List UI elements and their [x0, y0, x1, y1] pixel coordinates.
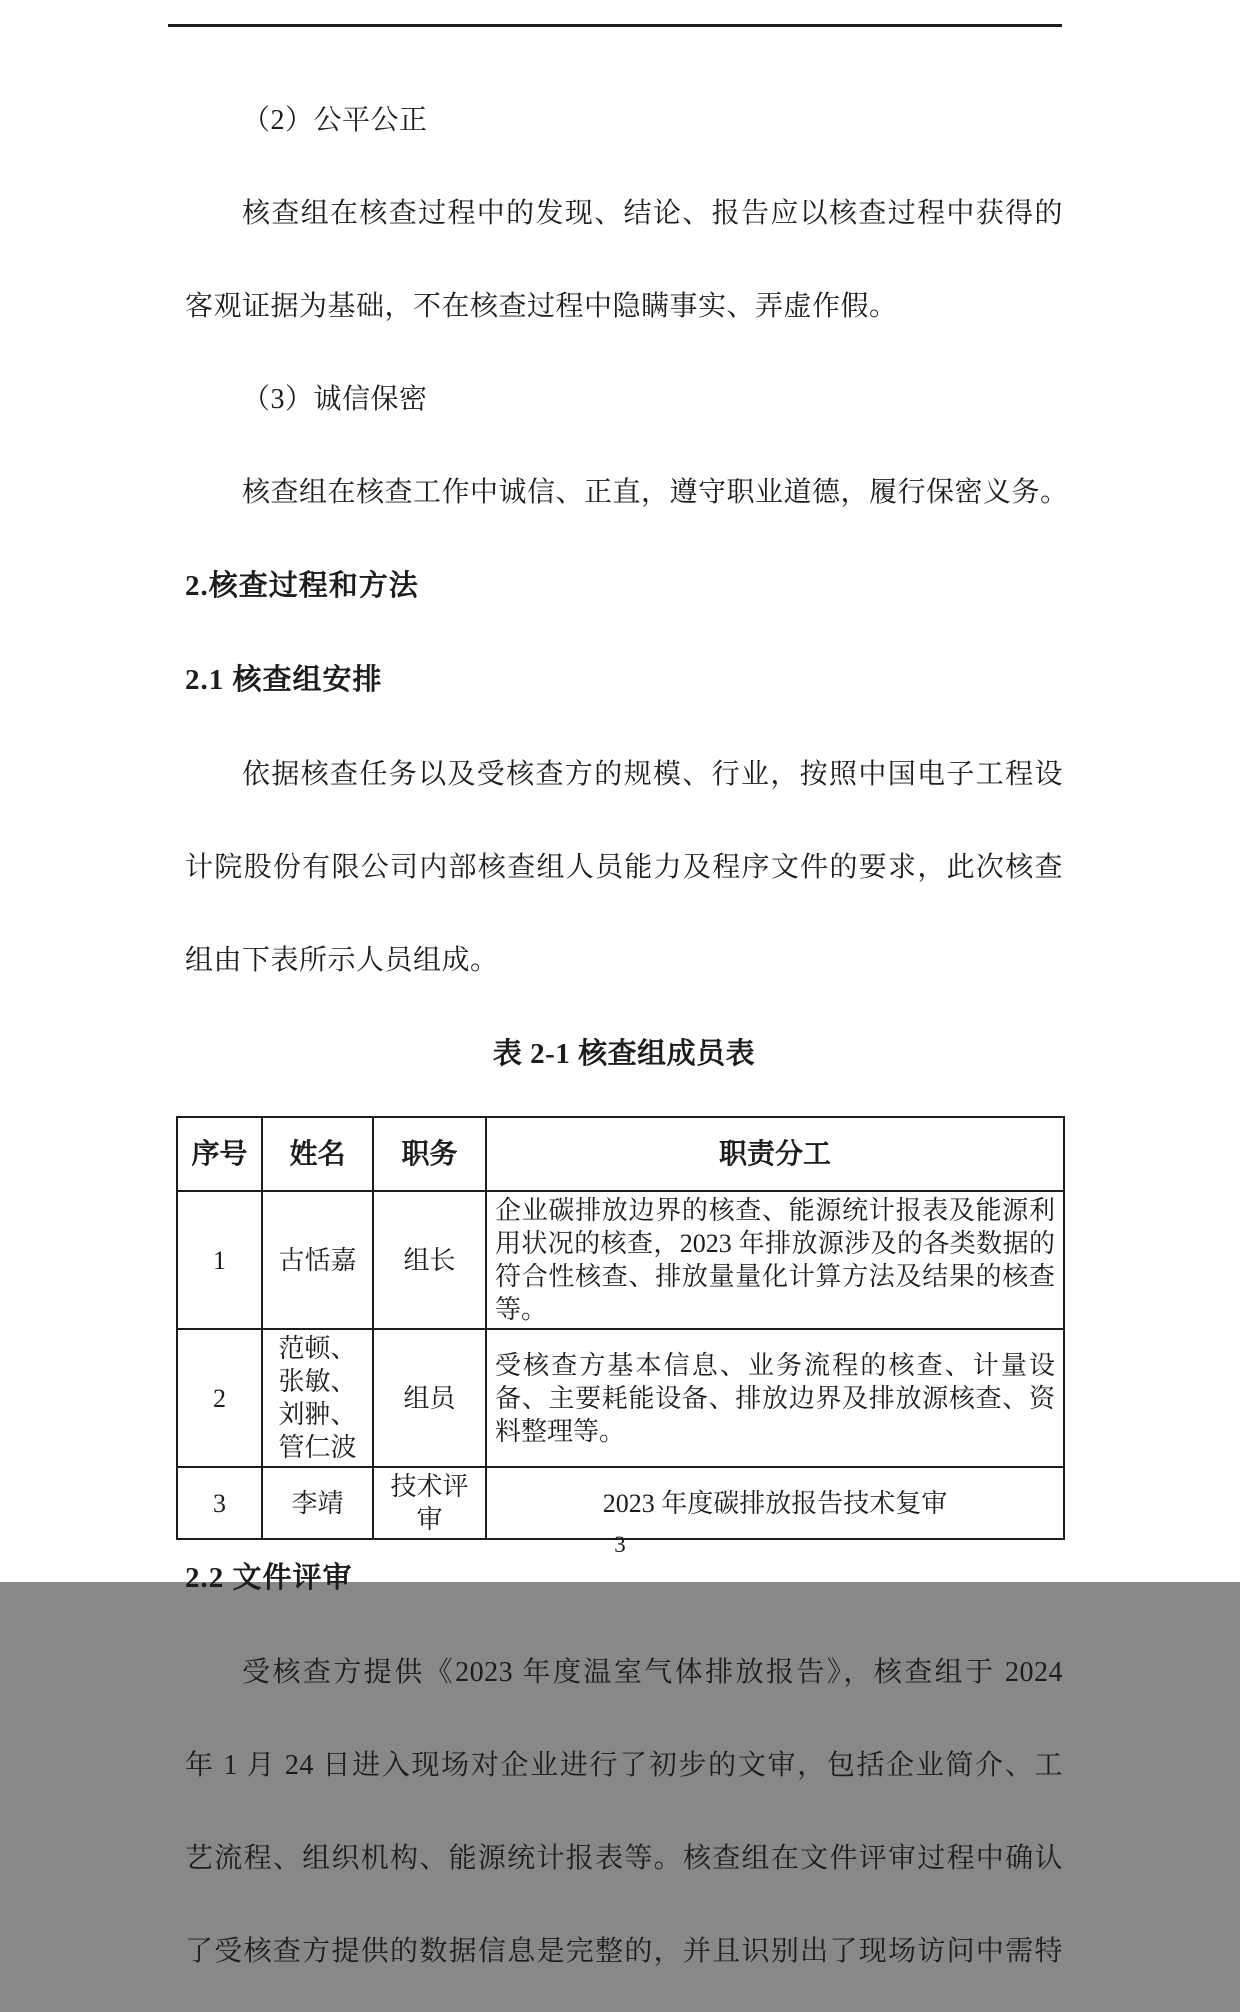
paragraph-line: 核查组在核查过程中的发现、结论、报告应以核查过程中获得的 [242, 198, 1063, 229]
paragraph-line: 客观证据为基础，不在核查过程中隐瞒事实、弄虚作假。 [185, 291, 898, 322]
paragraph-line: 核查组在核查工作中诚信、正直，遵守职业道德，履行保密义务。 [242, 477, 1069, 508]
paragraph-line: 依据核查任务以及受核查方的规模、行业，按照中国电子工程设 [242, 759, 1063, 790]
column-header-name: 姓名 [262, 1117, 373, 1191]
table-header-row [177, 1117, 1064, 1191]
cell-name: 古恬嘉 [262, 1191, 373, 1329]
cell-duty: 受核查方基本信息、业务流程的核查、计量设备、主要耗能设备、排放边界及排放源核查、资料整理等。 [486, 1329, 1064, 1467]
list-item-fairness-title: （2）公平公正 [242, 105, 428, 136]
paragraph-line: 年 1 月 24 日进入现场对企业进行了初步的文审，包括企业简介、工 [185, 1750, 1063, 1781]
paragraph-line: 了受核查方提供的数据信息是完整的，并且识别出了现场访问中需特 [185, 1936, 1063, 1967]
cell-name: 范顿、张敏、刘翀、管仁波 [262, 1329, 373, 1467]
page-number: 3 [614, 1532, 626, 1557]
column-header-duty: 职责分工 [486, 1117, 1064, 1191]
cell-duty: 2023 年度碳排放报告技术复审 [486, 1467, 1064, 1539]
section-heading-2: 2.核查过程和方法 [185, 570, 419, 602]
verification-team-table [176, 1116, 1065, 1540]
cell-role: 组员 [373, 1329, 486, 1467]
column-header-no: 序号 [177, 1117, 262, 1191]
list-item-integrity-title: （3）诚信保密 [242, 384, 428, 415]
section-heading-2-2: 2.2 文件评审 [185, 1562, 353, 1594]
paragraph-line: 艺流程、组织机构、能源统计报表等。核查组在文件评审过程中确认 [185, 1843, 1063, 1874]
table-row [177, 1467, 1064, 1539]
cell-no: 1 [177, 1191, 262, 1329]
paragraph-line: 受核查方提供《2023 年度温室气体排放报告》，核查组于 2024 [242, 1657, 1063, 1688]
cell-name: 李靖 [262, 1467, 373, 1539]
table-caption: 表 2-1 核查组成员表 [492, 1038, 756, 1070]
paragraph-line: 组由下表所示人员组成。 [185, 945, 499, 976]
column-header-role: 职务 [373, 1117, 486, 1191]
cell-no: 2 [177, 1329, 262, 1467]
cell-no: 3 [177, 1467, 262, 1539]
cell-duty: 企业碳排放边界的核查、能源统计报表及能源利用状况的核查，2023 年排放源涉及的各类数据的符合性核查、排放量量化计算方法及结果的核查等。 [486, 1191, 1064, 1329]
cell-role: 技术评审 [373, 1467, 486, 1539]
table-row [177, 1191, 1064, 1329]
table-row [177, 1329, 1064, 1467]
cell-role: 组长 [373, 1191, 486, 1329]
paragraph-line: 计院股份有限公司内部核查组人员能力及程序文件的要求，此次核查 [185, 852, 1063, 883]
document-body [185, 0, 1069, 2012]
section-heading-2-1: 2.1 核查组安排 [185, 664, 383, 696]
